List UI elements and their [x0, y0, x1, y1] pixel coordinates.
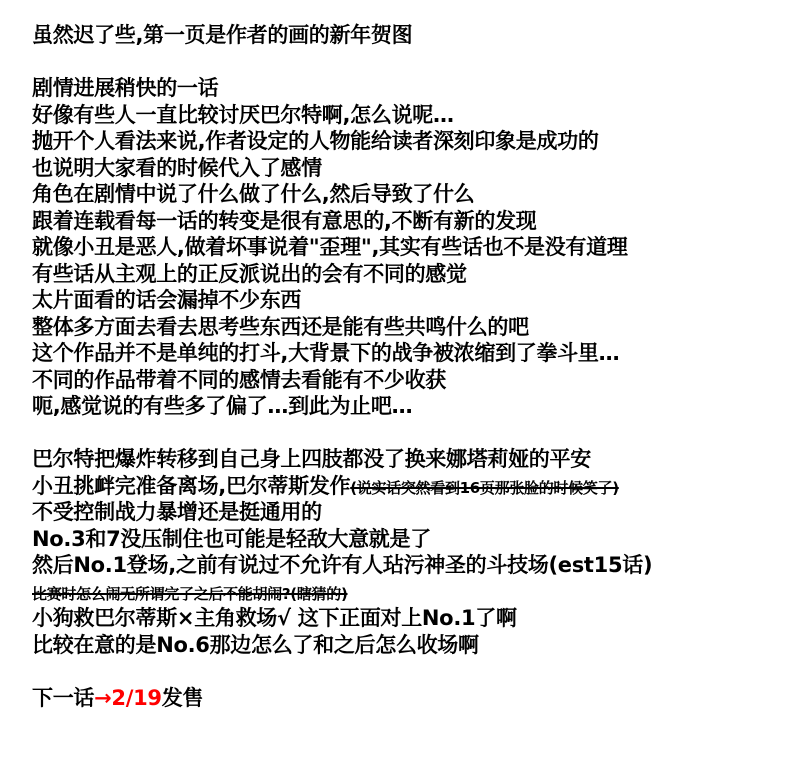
release-date: →2/19	[94, 685, 162, 710]
blank-line	[32, 49, 792, 76]
text-line: 不同的作品带着不同的感情去看能有不少收获	[32, 367, 446, 392]
text-line: No.3和7没压制住也可能是轻敌大意就是了	[32, 526, 431, 551]
text-line: 不受控制战力暴增还是挺通用的	[32, 500, 322, 524]
text-line: 整体多方面去看去思考些东西还是能有些共鸣什么的吧	[32, 314, 529, 339]
next-episode-line	[32, 685, 792, 712]
text-line: 巴尔特把爆炸转移到自己身上四肢都没了换来娜塔莉娅的平安	[32, 447, 591, 471]
text-line: 剧情进展稍快的一话	[32, 76, 219, 100]
text-line: 好像有些人一直比较讨厌巴尔特啊,怎么说呢…	[32, 102, 454, 127]
text-line: 跟着连载看每一话的转变是很有意思的,不断有新的发现	[32, 208, 537, 233]
text-line: 这个作品并不是单纯的打斗,大背景下的战争被浓缩到了拳斗里…	[32, 341, 620, 365]
document-body	[32, 22, 792, 711]
blank-line	[32, 658, 792, 685]
text-line: 然后No.1登场,之前有说过不允许有人玷污神圣的斗技场(est15话)	[32, 553, 653, 577]
struck-speculation-note: 比赛时怎么闹无所谓完了之后不能胡闹?(瞎猜的)	[32, 584, 348, 603]
text-line	[32, 579, 792, 606]
greeting-line: 虽然迟了些,第一页是作者的画的新年贺图	[32, 23, 413, 47]
text-line	[32, 473, 792, 500]
text-line: 就像小丑是恶人,做着坏事说着"歪理",其实有些话也不是没有道理	[32, 235, 628, 259]
blank-line	[32, 420, 792, 447]
text-line: 呃,感觉说的有些多了偏了…到此为止吧…	[32, 394, 413, 418]
next-episode-suffix: 发售	[161, 685, 204, 710]
text-line-main: 小丑挑衅完准备离场,巴尔蒂斯发作	[32, 473, 351, 498]
text-line: 有些话从主观上的正反派说出的会有不同的感觉	[32, 261, 467, 286]
text-line: 角色在剧情中说了什么做了什么,然后导致了什么	[32, 182, 475, 206]
text-line: 抛开个人看法来说,作者设定的人物能给读者深刻印象是成功的	[32, 129, 599, 153]
text-line: 比较在意的是No.6那边怎么了和之后怎么收场啊	[32, 632, 479, 657]
text-line: 小狗救巴尔蒂斯×主角救场√ 这下正面对上No.1了啊	[32, 606, 517, 630]
struck-aside-note: (说实话突然看到16页那张脸的时候笑了)	[350, 478, 619, 497]
text-line: 也说明大家看的时候代入了感情	[32, 155, 322, 180]
text-line: 太片面看的话会漏掉不少东西	[32, 288, 302, 312]
next-episode-prefix: 下一话	[32, 685, 95, 710]
